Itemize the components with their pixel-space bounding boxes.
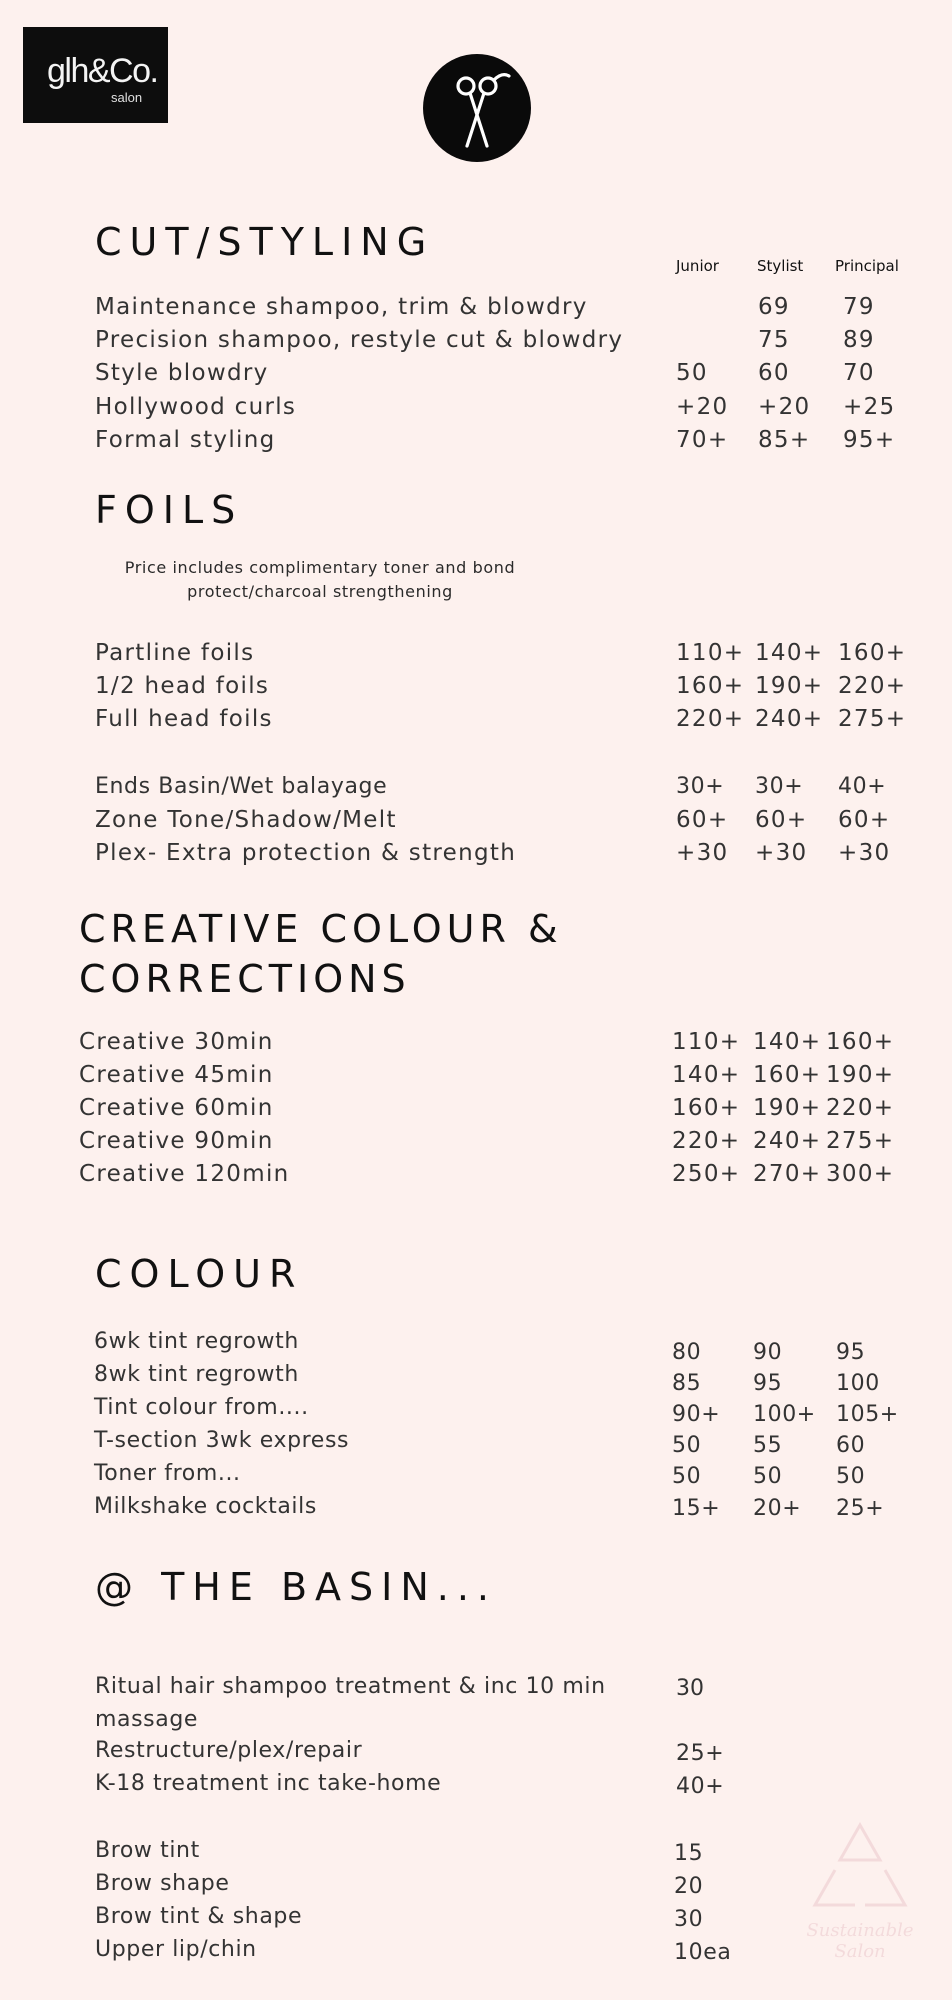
price-row bbox=[0, 1062, 952, 1095]
service-label: 6wk tint regrowth bbox=[94, 1329, 299, 1354]
price-row bbox=[0, 673, 952, 706]
price-stylist: 270+ bbox=[753, 1161, 822, 1187]
price-stylist: 190+ bbox=[753, 1095, 822, 1121]
price-row bbox=[0, 294, 952, 327]
price-principal: 50 bbox=[836, 1464, 866, 1489]
price-stylist: 160+ bbox=[753, 1062, 822, 1088]
price-junior: 90+ bbox=[672, 1402, 721, 1427]
price-junior: 60+ bbox=[676, 807, 729, 833]
price-stylist: 50 bbox=[753, 1464, 783, 1489]
price-stylist: 20+ bbox=[753, 1496, 802, 1521]
price-principal: 160+ bbox=[838, 640, 907, 666]
service-label: Restructure/plex/repair bbox=[95, 1738, 363, 1763]
price-row bbox=[0, 360, 952, 393]
price-stylist: +20 bbox=[758, 394, 811, 420]
sustainable-salon-text: Sustainable Salon bbox=[806, 1920, 914, 1962]
price-stylist: 240+ bbox=[753, 1128, 822, 1154]
price-stylist: 30+ bbox=[755, 774, 804, 799]
service-label: Brow tint bbox=[95, 1838, 200, 1863]
price-junior: 110+ bbox=[676, 640, 745, 666]
price-principal: 89 bbox=[843, 327, 875, 353]
service-label: Ritual hair shampoo treatment & inc 10 min massage bbox=[95, 1674, 606, 1732]
price-stylist: 140+ bbox=[755, 640, 824, 666]
service-label: Partline foils bbox=[95, 640, 255, 666]
service-label: Style blowdry bbox=[95, 360, 269, 386]
column-header-stylist: Stylist bbox=[757, 257, 804, 275]
service-label: Maintenance shampoo, trim & blowdry bbox=[95, 294, 588, 320]
section-title-colour: COLOUR bbox=[95, 1252, 304, 1296]
price-stylist: 240+ bbox=[755, 706, 824, 732]
service-label: Milkshake cocktails bbox=[94, 1494, 317, 1519]
price-principal: 25+ bbox=[836, 1496, 885, 1521]
column-header-principal: Principal bbox=[835, 257, 899, 275]
service-label: Brow shape bbox=[95, 1871, 230, 1896]
price-junior: 50 bbox=[672, 1433, 702, 1458]
price-row bbox=[0, 807, 952, 840]
price-stylist: 140+ bbox=[753, 1029, 822, 1055]
price-principal: 220+ bbox=[838, 673, 907, 699]
logo-wordmark: glh&Co. bbox=[47, 52, 158, 90]
service-label: Creative 90min bbox=[79, 1128, 274, 1154]
price-junior: 160+ bbox=[672, 1095, 741, 1121]
section-title-foils: FOILS bbox=[95, 488, 244, 532]
price-junior: 15+ bbox=[672, 1496, 721, 1521]
price-junior: 50 bbox=[672, 1464, 702, 1489]
price-basin: 15 bbox=[674, 1841, 704, 1866]
section-title-line-1: CREATIVE COLOUR & bbox=[79, 907, 563, 951]
service-label: Brow tint & shape bbox=[95, 1904, 303, 1929]
service-label: Creative 60min bbox=[79, 1095, 274, 1121]
price-basin: 25+ bbox=[676, 1741, 725, 1766]
price-principal: 100 bbox=[836, 1371, 880, 1396]
price-junior: 80 bbox=[672, 1340, 702, 1365]
service-label: Upper lip/chin bbox=[95, 1937, 257, 1962]
recycle-icon bbox=[780, 1820, 940, 1915]
salon-logo bbox=[23, 27, 168, 123]
service-label: 8wk tint regrowth bbox=[94, 1362, 299, 1387]
price-junior: 220+ bbox=[676, 706, 745, 732]
price-row bbox=[0, 706, 952, 739]
price-principal: 300+ bbox=[826, 1161, 895, 1187]
price-principal: 70 bbox=[843, 360, 875, 386]
service-label: Precision shampoo, restyle cut & blowdry bbox=[95, 327, 624, 353]
price-principal: 275+ bbox=[838, 706, 907, 732]
price-junior: 220+ bbox=[672, 1128, 741, 1154]
service-label: Creative 45min bbox=[79, 1062, 274, 1088]
price-row bbox=[0, 1428, 952, 1461]
price-row bbox=[0, 1494, 952, 1527]
service-label: Tint colour from.... bbox=[94, 1395, 309, 1420]
section-title-line-2: CORRECTIONS bbox=[79, 957, 411, 1001]
price-junior: 110+ bbox=[672, 1029, 741, 1055]
price-row bbox=[0, 640, 952, 673]
service-label: 1/2 head foils bbox=[95, 673, 270, 699]
price-stylist: 60+ bbox=[755, 807, 808, 833]
service-label: Hollywood curls bbox=[95, 394, 297, 420]
price-basin: 20 bbox=[674, 1874, 704, 1899]
price-principal: 160+ bbox=[826, 1029, 895, 1055]
price-row bbox=[0, 1395, 952, 1428]
price-row bbox=[0, 840, 952, 873]
price-junior: 85 bbox=[672, 1371, 702, 1396]
foils-note: Price includes complimentary toner and bond protect/charcoal strengthening bbox=[124, 558, 516, 601]
price-row bbox=[0, 774, 952, 807]
price-junior: 160+ bbox=[676, 673, 745, 699]
service-label: Ends Basin/Wet balayage bbox=[95, 774, 388, 799]
service-label: Zone Tone/Shadow/Melt bbox=[95, 807, 397, 833]
price-stylist: 100+ bbox=[753, 1402, 816, 1427]
price-principal: 60 bbox=[836, 1433, 866, 1458]
section-title-cut-styling: CUT/STYLING bbox=[95, 220, 435, 264]
price-row bbox=[0, 1095, 952, 1128]
sustainable-salon-watermark bbox=[780, 1820, 940, 1960]
price-row bbox=[0, 1029, 952, 1062]
price-basin: 10ea bbox=[674, 1940, 732, 1965]
service-label: Creative 30min bbox=[79, 1029, 274, 1055]
price-principal: +30 bbox=[838, 840, 891, 866]
price-principal: 220+ bbox=[826, 1095, 895, 1121]
price-row bbox=[0, 427, 952, 460]
price-principal: 40+ bbox=[838, 774, 887, 799]
price-row bbox=[0, 1329, 952, 1365]
price-row bbox=[0, 327, 952, 360]
price-principal: 95 bbox=[836, 1340, 866, 1365]
price-stylist: 190+ bbox=[755, 673, 824, 699]
price-junior: 50 bbox=[676, 360, 708, 386]
price-junior: 140+ bbox=[672, 1062, 741, 1088]
service-label: Creative 120min bbox=[79, 1161, 290, 1187]
section-title-creative-colour bbox=[79, 904, 563, 1004]
price-principal: 60+ bbox=[838, 807, 891, 833]
price-stylist: 85+ bbox=[758, 427, 811, 453]
logo-subtitle: salon bbox=[111, 90, 143, 105]
price-row bbox=[0, 1128, 952, 1161]
price-principal: 95+ bbox=[843, 427, 896, 453]
price-row bbox=[0, 1161, 952, 1194]
price-principal: 190+ bbox=[826, 1062, 895, 1088]
service-label: Full head foils bbox=[95, 706, 273, 732]
price-junior: 250+ bbox=[672, 1161, 741, 1187]
price-row bbox=[0, 1771, 952, 1804]
price-stylist: 75 bbox=[758, 327, 790, 353]
price-junior: +30 bbox=[676, 840, 729, 866]
price-stylist: 69 bbox=[758, 294, 790, 320]
price-principal: +25 bbox=[843, 394, 896, 420]
service-label: Plex- Extra protection & strength bbox=[95, 840, 517, 866]
price-basin: 30 bbox=[676, 1676, 704, 1701]
price-row bbox=[0, 394, 952, 427]
price-junior: 70+ bbox=[676, 427, 729, 453]
column-header-junior: Junior bbox=[676, 257, 719, 275]
price-stylist: +30 bbox=[755, 840, 808, 866]
price-row bbox=[0, 1362, 952, 1395]
price-stylist: 60 bbox=[758, 360, 790, 386]
price-principal: 79 bbox=[843, 294, 875, 320]
service-label: T-section 3wk express bbox=[94, 1428, 350, 1453]
section-title-basin: @ THE BASIN... bbox=[95, 1565, 498, 1609]
price-row bbox=[0, 1738, 952, 1771]
price-basin: 40+ bbox=[676, 1774, 725, 1799]
price-principal: 105+ bbox=[836, 1402, 899, 1427]
price-stylist: 90 bbox=[753, 1340, 783, 1365]
service-label: Toner from... bbox=[94, 1461, 241, 1486]
service-label: Formal styling bbox=[95, 427, 276, 453]
price-junior: +20 bbox=[676, 394, 729, 420]
price-basin: 30 bbox=[674, 1907, 704, 1932]
price-stylist: 55 bbox=[753, 1433, 783, 1458]
price-stylist: 95 bbox=[753, 1371, 783, 1396]
price-row bbox=[0, 1461, 952, 1494]
service-label: K-18 treatment inc take-home bbox=[95, 1771, 442, 1796]
price-principal: 275+ bbox=[826, 1128, 895, 1154]
price-junior: 30+ bbox=[676, 774, 725, 799]
scissors-icon bbox=[423, 54, 531, 162]
